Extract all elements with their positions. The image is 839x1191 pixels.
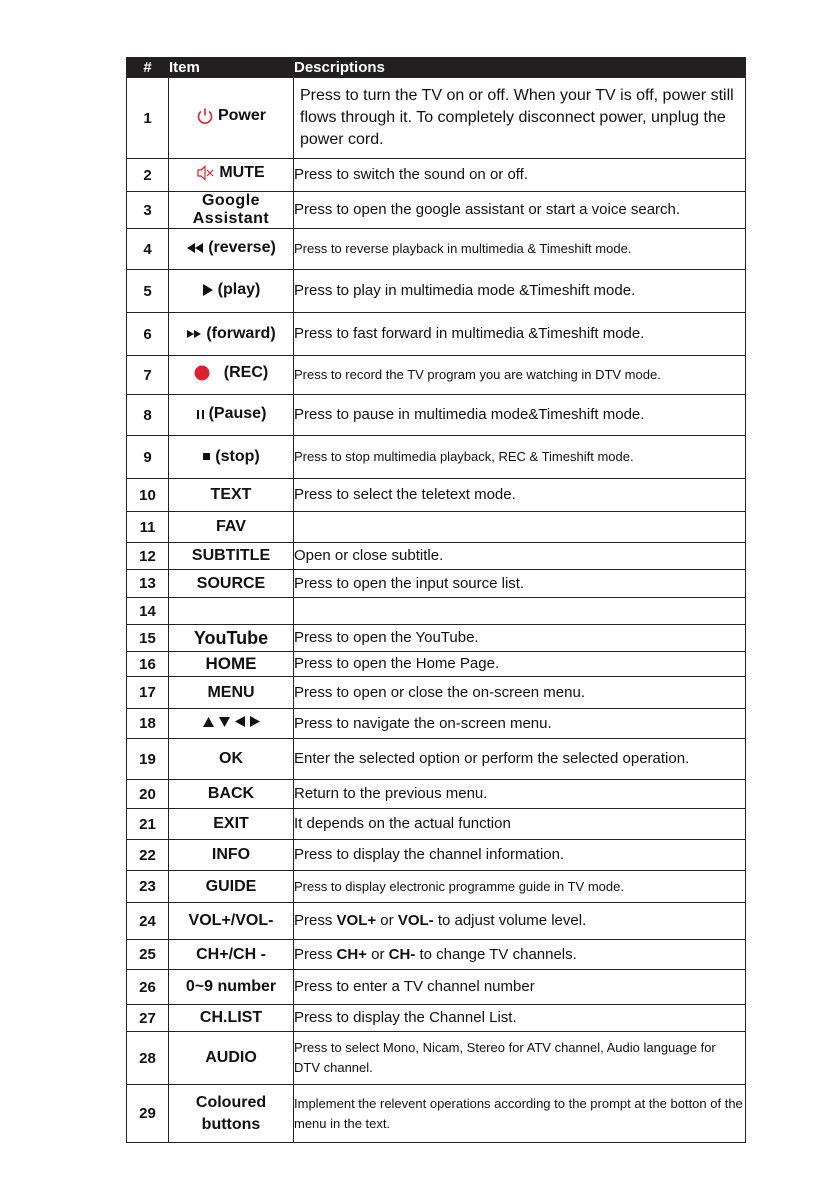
item-label: INFO [169, 840, 294, 871]
table-row [127, 840, 746, 871]
item-cell [169, 395, 294, 436]
description-cell: Press to reverse playback in multimedia & Timeshift mode. [294, 229, 746, 270]
item-label: FAV [169, 512, 294, 543]
row-number: 18 [127, 709, 169, 739]
item-label: BACK [169, 780, 294, 809]
table-row [127, 395, 746, 436]
row-number: 6 [127, 313, 169, 356]
item-label: YouTube [169, 625, 294, 652]
record-dot-icon [194, 365, 210, 381]
desc-text: Press [294, 945, 337, 963]
description-cell: Open or close subtitle. [294, 543, 746, 570]
row-number: 1 [127, 78, 169, 159]
table-row [127, 970, 746, 1005]
item-cell [169, 78, 294, 159]
description-cell: Press to navigate the on-screen menu. [294, 709, 746, 739]
row-number: 7 [127, 356, 169, 395]
item-label: Google Assistant [169, 192, 294, 229]
row-number: 20 [127, 780, 169, 809]
row-number: 4 [127, 229, 169, 270]
description-cell: Press to fast forward in multimedia &Timeshift mode. [294, 313, 746, 356]
table-row [127, 903, 746, 940]
desc-key-vol-plus: VOL+ [336, 912, 377, 929]
item-cell [169, 270, 294, 313]
power-icon [196, 107, 214, 125]
item-label: EXIT [169, 809, 294, 840]
table-row [127, 78, 746, 159]
item-cell [169, 313, 294, 356]
table-row [127, 652, 746, 677]
item-label: (stop) [215, 447, 260, 465]
desc-text: or [366, 945, 389, 963]
description-cell: Press to display the Channel List. [294, 1005, 746, 1032]
item-label: CH.LIST [169, 1005, 294, 1032]
item-label: TEXT [169, 479, 294, 512]
item-label: (reverse) [208, 239, 276, 256]
description-cell: Press to enter a TV channel number [294, 970, 746, 1005]
row-number: 17 [127, 677, 169, 709]
description-cell: Press to open the YouTube. [294, 625, 746, 652]
table-row [127, 871, 746, 903]
table-row [127, 1032, 746, 1085]
item-label: (REC) [223, 364, 269, 381]
table-row [127, 270, 746, 313]
table-row [127, 625, 746, 652]
item-label: SUBTITLE [169, 543, 294, 570]
description-cell: Press to play in multimedia mode &Timeshift mode. [294, 270, 746, 313]
row-number: 12 [127, 543, 169, 570]
row-number: 2 [127, 159, 169, 192]
row-number: 11 [127, 512, 169, 543]
mute-icon [197, 165, 215, 181]
table-row [127, 940, 746, 970]
fast-forward-icon [186, 329, 202, 339]
description-cell: Press to open the input source list. [294, 570, 746, 598]
desc-key-vol-minus: VOL- [397, 912, 434, 929]
arrow-left-icon [234, 715, 246, 728]
description-cell [294, 598, 746, 625]
row-number: 21 [127, 809, 169, 840]
table-row [127, 313, 746, 356]
item-label: OK [169, 739, 294, 780]
item-cell [169, 356, 294, 395]
table-row [127, 780, 746, 809]
description-cell: Press to stop multimedia playback, REC & Timeshift mode. [294, 436, 746, 479]
table-row [127, 1005, 746, 1032]
description-cell: Press to open the Home Page. [294, 652, 746, 677]
play-icon [202, 283, 214, 297]
table-row [127, 229, 746, 270]
description-cell: Press to open the google assistant or start a voice search. [294, 192, 746, 229]
item-label: Power [217, 106, 266, 124]
pause-icon [196, 409, 205, 420]
desc-text: or [376, 912, 398, 929]
rewind-icon [186, 242, 204, 254]
item-label: SOURCE [169, 570, 294, 598]
description-cell: It depends on the actual function [294, 809, 746, 840]
item-cell [169, 709, 294, 739]
description-cell: Press to select the teletext mode. [294, 479, 746, 512]
description-cell: Implement the relevent operations according to the prompt at the botton of the menu in the text. [294, 1085, 746, 1143]
item-label: AUDIO [169, 1032, 294, 1085]
item-label: (forward) [206, 324, 276, 342]
table-row [127, 709, 746, 739]
item-cell [169, 436, 294, 479]
arrow-right-icon [249, 715, 261, 728]
row-number: 10 [127, 479, 169, 512]
item-label: (Pause) [208, 405, 267, 423]
item-label: 0~9 number [169, 970, 294, 1005]
header-number: # [127, 58, 169, 78]
item-label: HOME [169, 652, 294, 677]
table-row [127, 739, 746, 780]
row-number: 19 [127, 739, 169, 780]
row-number: 28 [127, 1032, 169, 1085]
item-label: (play) [217, 280, 261, 298]
table-row [127, 570, 746, 598]
description-cell: Press to display the channel information. [294, 840, 746, 871]
row-number: 22 [127, 840, 169, 871]
description-cell: Press to turn the TV on or off. When your TV is off, power still flows through it. To completely disconnect power, unplug the power cord. [294, 78, 746, 159]
table-header-row [127, 58, 746, 78]
item-label: MENU [169, 677, 294, 709]
arrow-down-icon [218, 716, 231, 728]
item-cell [169, 159, 294, 192]
desc-text: to adjust volume level. [433, 912, 587, 929]
description-cell [294, 903, 746, 940]
table-row [127, 809, 746, 840]
description-cell: Press to open or close the on-screen menu. [294, 677, 746, 709]
row-number: 27 [127, 1005, 169, 1032]
remote-buttons-table [126, 57, 746, 1143]
row-number: 26 [127, 970, 169, 1005]
description-cell: Press to pause in multimedia mode&Timeshift mode. [294, 395, 746, 436]
desc-key-ch-minus: CH- [388, 945, 416, 963]
table-row [127, 192, 746, 229]
arrow-up-icon [202, 716, 215, 728]
item-label: Coloured buttons [169, 1085, 294, 1143]
row-number: 29 [127, 1085, 169, 1143]
table-row [127, 479, 746, 512]
row-number: 14 [127, 598, 169, 625]
row-number: 3 [127, 192, 169, 229]
description-cell [294, 940, 746, 970]
row-number: 8 [127, 395, 169, 436]
description-cell: Press to select Mono, Nicam, Stereo for ATV channel, Audio language for DTV channel. [294, 1032, 746, 1085]
row-number: 13 [127, 570, 169, 598]
row-number: 9 [127, 436, 169, 479]
row-number: 25 [127, 940, 169, 970]
table-row [127, 598, 746, 625]
header-descriptions: Descriptions [294, 58, 746, 78]
description-cell: Press to display electronic programme guide in TV mode. [294, 871, 746, 903]
stop-icon [202, 452, 211, 461]
table-row [127, 356, 746, 395]
table-row [127, 436, 746, 479]
table-row [127, 543, 746, 570]
row-number: 5 [127, 270, 169, 313]
item-label [169, 598, 294, 625]
header-item: Item [169, 58, 294, 78]
item-label: VOL+/VOL- [169, 903, 294, 940]
description-cell: Return to the previous menu. [294, 780, 746, 809]
table-row [127, 1085, 746, 1143]
table-row [127, 159, 746, 192]
item-label: MUTE [219, 164, 265, 181]
desc-key-ch-plus: CH+ [336, 945, 367, 963]
item-cell [169, 229, 294, 270]
description-cell: Press to record the TV program you are watching in DTV mode. [294, 356, 746, 395]
description-cell [294, 512, 746, 543]
row-number: 16 [127, 652, 169, 677]
description-cell: Press to switch the sound on or off. [294, 159, 746, 192]
table-row [127, 677, 746, 709]
row-number: 23 [127, 871, 169, 903]
row-number: 24 [127, 903, 169, 940]
row-number: 15 [127, 625, 169, 652]
item-label: GUIDE [169, 871, 294, 903]
desc-text: Press [294, 912, 337, 929]
description-cell: Enter the selected option or perform the selected operation. [294, 739, 746, 780]
item-label: CH+/CH - [169, 940, 294, 970]
desc-text: to change TV channels. [415, 945, 577, 963]
table-row [127, 512, 746, 543]
